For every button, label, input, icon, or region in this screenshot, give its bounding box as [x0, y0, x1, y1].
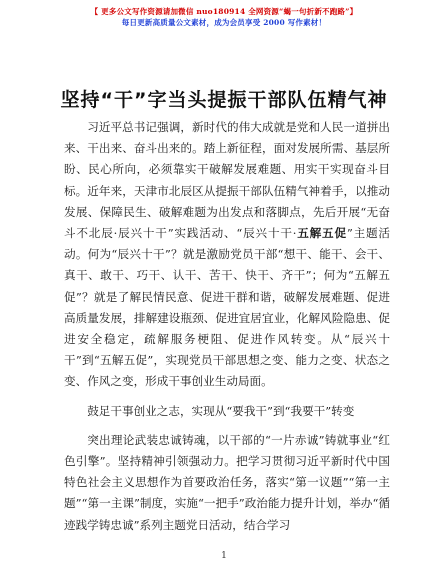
section-subheading: 鼓足干事创业之志，实现从“要我干”到“我要干”转变 — [87, 403, 355, 418]
paragraph-intro — [64, 117, 390, 393]
banner-line-membership: 每日更新高质量公文素材，成为会员享受 2000 写作素材！ — [121, 18, 327, 27]
paragraph-theory: 突出理论武装忠诚铸魂，以干部的“一片赤诚”铸就事业“红色引擎”。坚持精神引领强动力。把学习贯彻习近平新时代中国特色社会主义思想作为首要政治任务，落实“第一议题”“第一主题”“第一主课”制度，实施“一把手”政治能力提升计划，举办“循迹践学铸忠诚”系列主题党日活动，结合学习 — [64, 432, 390, 532]
document-body — [64, 117, 390, 536]
document-title: 坚持“干”字当头提振干部队伍精气神 — [60, 89, 388, 111]
header-banner — [0, 6, 448, 28]
banner-line-promo: 【 更多公文写作资源请加微信 nuo180914 全网资源“蝎一句折新不跑路”】 — [90, 7, 358, 16]
highlight-five-five: 五解五促 — [296, 226, 347, 241]
paragraph-intro-part1: 习近平总书记强调，新时代的伟大成就是党和人民一道拼出来、干出来、奋斗出来的。踏上新征程，面对发展所需、基层所盼、民心所向，必须靠实干破解发展难题、用实干实现奋斗目标。近年来，天津市北辰区从提振干部队伍精气神着手，以推动发展、保障民生、破解难题为出发点和落脚点，先后开展“无奋斗不北辰·辰兴十干”实践活动、“辰兴十干· — [64, 120, 390, 241]
page-number: 1 — [221, 551, 227, 561]
paragraph-intro-part2: ”主题活动。何为“辰兴十干”？就是激励党员干部“想干、能干、会干、真干、敢干、巧干、认干、苦干、快干、齐干”；何为“五解五促”？就是了解民情民意、促进干群和谐，破解发展难题、促进高质量发展，排解建设瓶颈、促进宜居宜业，化解风险隐患、促进安全稳定，疏解服务梗阻、促进作风转变。从“辰兴十干”到“五解五促”，实现党员干部思想之变、能力之变、状态之变、作风之变，形成干事创业生动局面。 — [64, 226, 390, 389]
